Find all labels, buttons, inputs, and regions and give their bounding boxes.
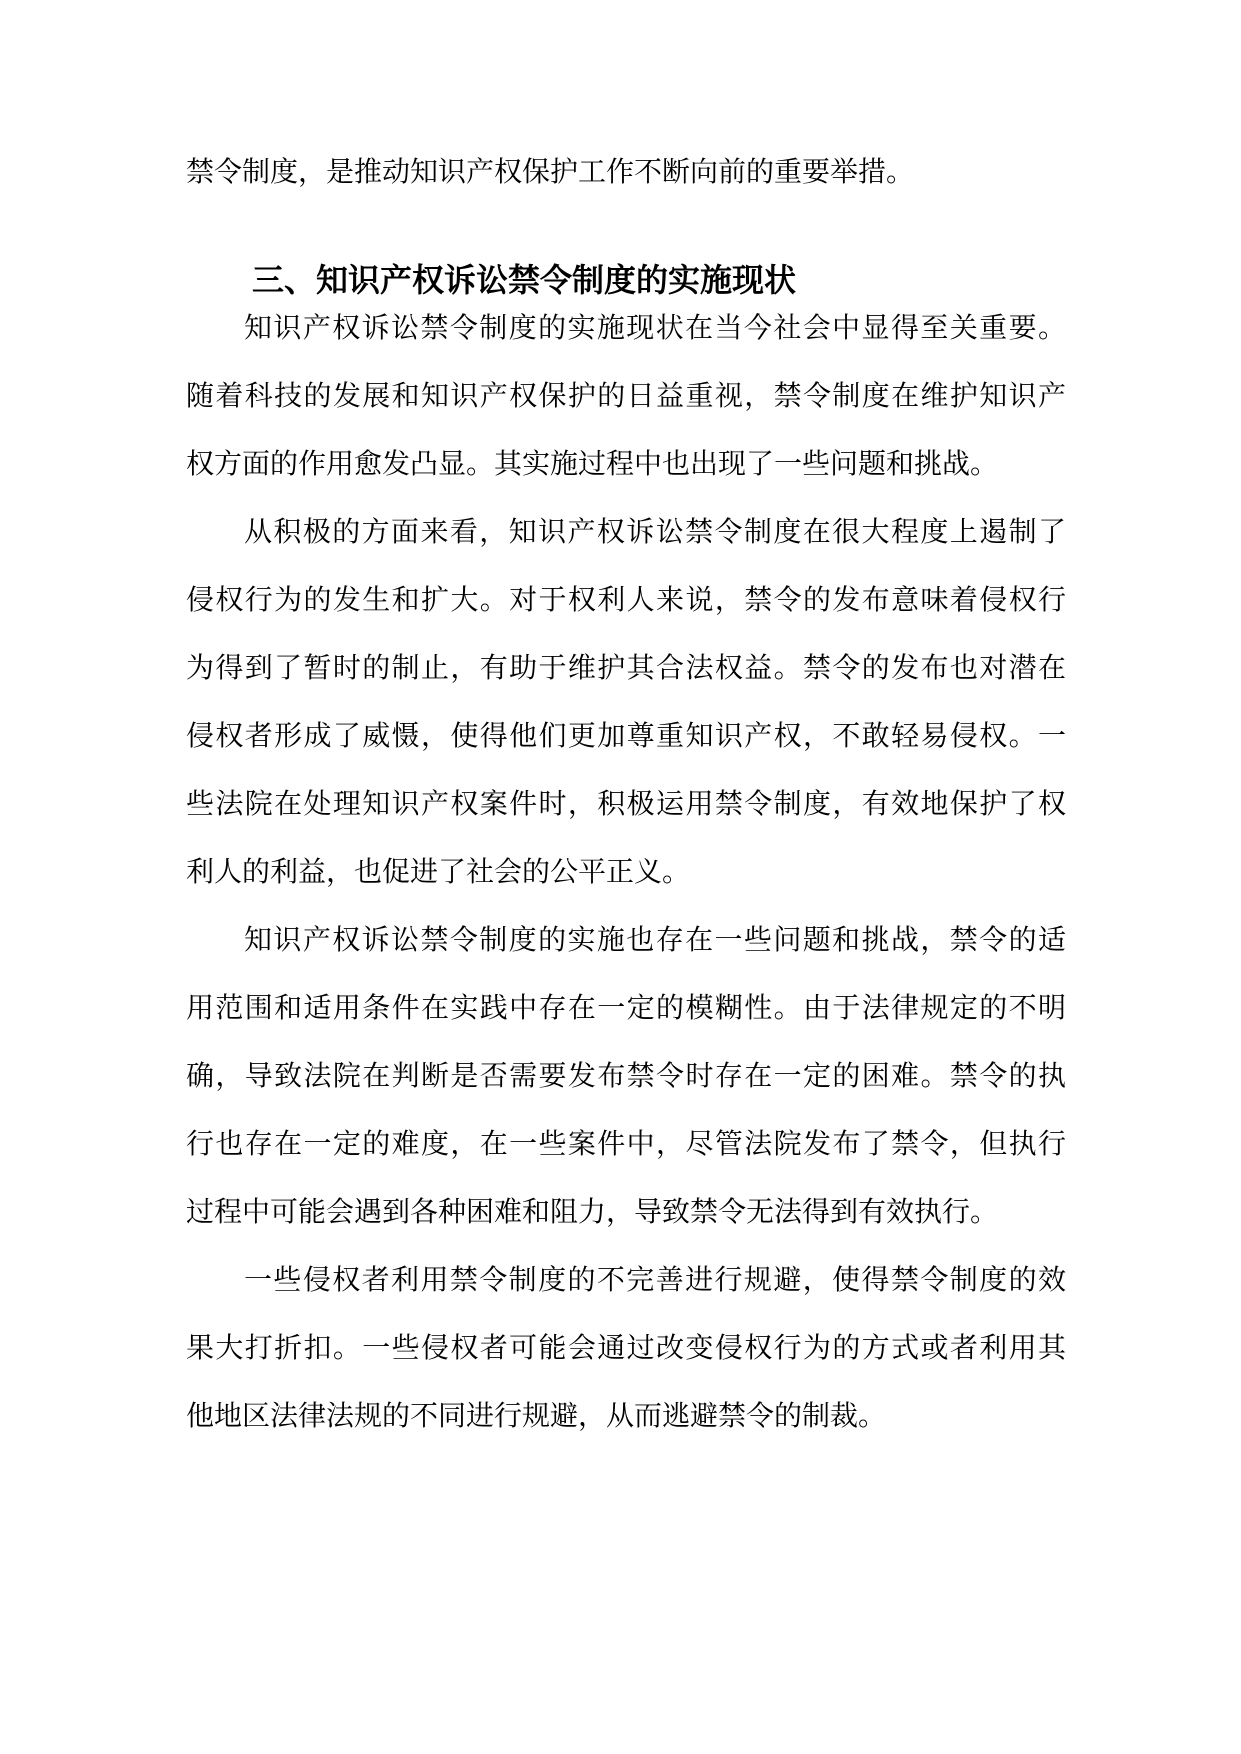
paragraph-line: 权方面的作用愈发凸显。其实施过程中也出现了一些问题和挑战。 [186, 447, 999, 480]
paragraph-line: 些法院在处理知识产权案件时，积极运用禁令制度，有效地保护了权 [186, 787, 1066, 820]
paragraph-line: 侵权行为的发生和扩大。对于权利人来说，禁令的发布意味着侵权行 [186, 583, 1066, 616]
paragraph-line: 从积极的方面来看，知识产权诉讼禁令制度在很大程度上遏制了 [244, 515, 1066, 548]
paragraph-line: 随着科技的发展和知识产权保护的日益重视，禁令制度在维护知识产 [186, 379, 1066, 412]
section-heading: 三、知识产权诉讼禁令制度的实施现状 [252, 261, 797, 299]
paragraph-line: 过程中可能会遇到各种困难和阻力，导致禁令无法得到有效执行。 [186, 1195, 999, 1228]
paragraph-line: 行也存在一定的难度，在一些案件中，尽管法院发布了禁令，但执行 [186, 1127, 1066, 1160]
paragraph-line: 知识产权诉讼禁令制度的实施现状在当今社会中显得至关重要。 [244, 311, 1066, 344]
carryover-line: 禁令制度，是推动知识产权保护工作不断向前的重要举措。 [186, 155, 915, 188]
paragraph-line: 为得到了暂时的制止，有助于维护其合法权益。禁令的发布也对潜在 [186, 651, 1066, 684]
paragraph-line: 用范围和适用条件在实践中存在一定的模糊性。由于法律规定的不明 [186, 991, 1066, 1024]
paragraph-line: 一些侵权者利用禁令制度的不完善进行规避，使得禁令制度的效 [244, 1263, 1066, 1296]
paragraph-line: 侵权者形成了威慑，使得他们更加尊重知识产权，不敢轻易侵权。一 [186, 719, 1066, 752]
paragraph-line: 确，导致法院在判断是否需要发布禁令时存在一定的困难。禁令的执 [186, 1059, 1066, 1092]
paragraph-line: 利人的利益，也促进了社会的公平正义。 [186, 855, 691, 888]
paragraph-line: 知识产权诉讼禁令制度的实施也存在一些问题和挑战，禁令的适 [244, 923, 1066, 956]
paragraph-line: 他地区法律法规的不同进行规避，从而逃避禁令的制裁。 [186, 1399, 887, 1432]
paragraph-line: 果大打折扣。一些侵权者可能会通过改变侵权行为的方式或者利用其 [186, 1331, 1066, 1364]
